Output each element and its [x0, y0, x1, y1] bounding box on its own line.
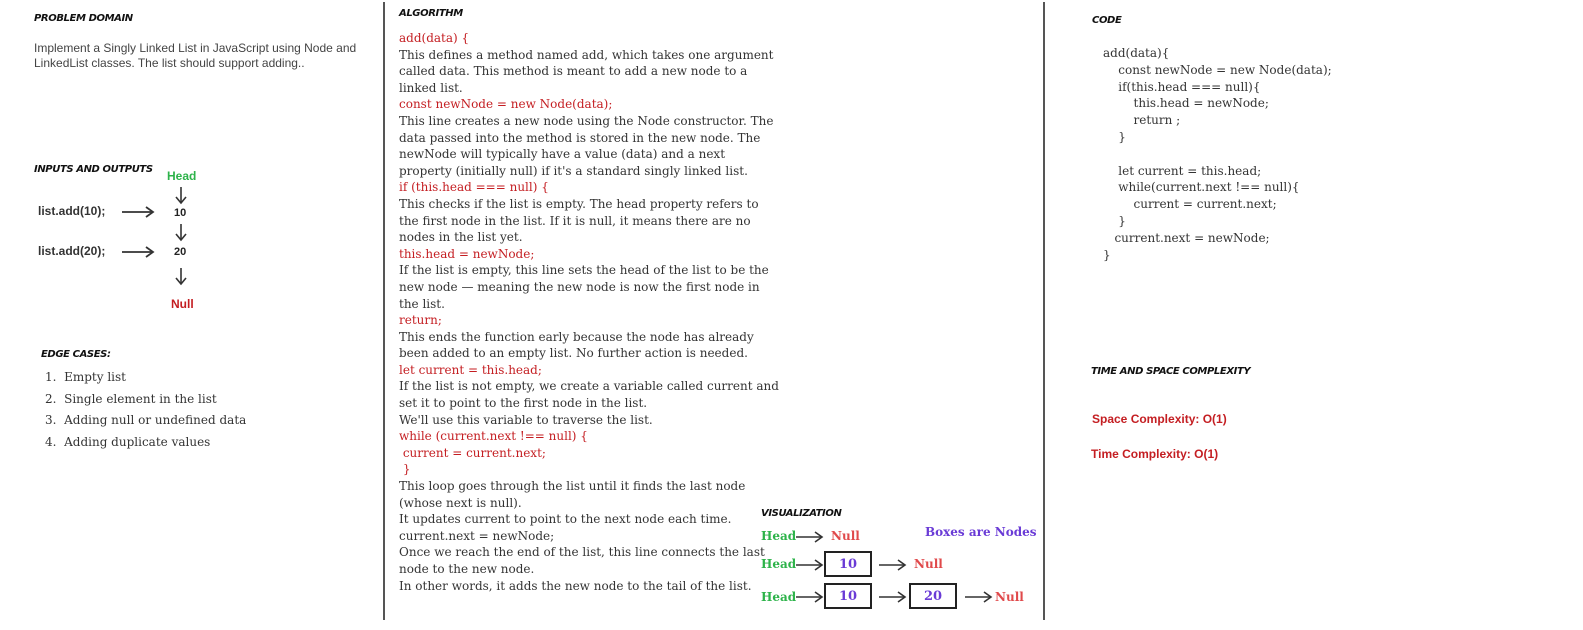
arrow-right-icon [796, 591, 824, 603]
algorithm-code-line: while (current.next !== null) { [399, 429, 588, 444]
arrow-right-icon [965, 591, 993, 603]
algorithm-explanation: This line creates a new node using the Node constructor. The data passed into the method is stored in the new node. The newNode will typically have a value (data) and a next property (initially null) if it's a standard singly linked list. [399, 113, 778, 178]
algorithm-code-line: } [399, 462, 411, 477]
complexity-heading: TIME AND SPACE COMPLEXITY [1091, 366, 1251, 377]
viz-null-label: Null [914, 557, 943, 571]
viz-node-box: 20 [909, 583, 957, 609]
arrow-right-icon [796, 559, 824, 571]
arrow-down-icon [174, 224, 188, 242]
arrow-down-icon [174, 187, 188, 205]
algorithm-code-line: if (this.head === null) { [399, 180, 549, 195]
code-heading: CODE [1092, 15, 1122, 26]
code-line: while(current.next !== null){ [1103, 180, 1300, 195]
io-call-1: list.add(10); [38, 204, 106, 218]
viz-head-label: Head [761, 529, 797, 543]
inputs-outputs-heading: INPUTS AND OUTPUTS [34, 164, 153, 175]
algorithm-explanation: This defines a method named add, which takes one argument called data. This method is meant to add a new node to a linked list. [399, 47, 778, 95]
column-divider-left [383, 2, 385, 620]
code-line: } [1103, 129, 1126, 144]
algorithm-heading: ALGORITHM [399, 8, 463, 19]
viz-node-box: 10 [824, 583, 872, 609]
problem-domain-text: Implement a Singly Linked List in JavaScript using Node and LinkedList classes. The list should support adding.. [34, 41, 357, 70]
code-line: return ; [1103, 113, 1181, 128]
io-null-label: Null [171, 297, 194, 311]
algorithm-explanation: This checks if the list is empty. The head property refers to the first node in the list. If it is null, it means there are no nodes in the list yet. [399, 196, 763, 245]
code-line: const newNode = new Node(data); [1103, 62, 1332, 77]
arrow-right-icon [122, 246, 156, 258]
algorithm-code-line: add(data) { [399, 31, 470, 45]
arrow-right-icon [879, 559, 907, 571]
code-line: current = current.next; [1103, 197, 1277, 212]
io-head-label: Head [167, 169, 197, 183]
viz-null-label: Null [995, 590, 1024, 604]
code-line: this.head = newNode; [1103, 96, 1269, 111]
arrow-down-icon [174, 268, 188, 286]
algorithm-explanation: If the list is not empty, we create a variable called current and set it to point to the first node in the list. [399, 379, 783, 411]
viz-head-label: Head [761, 557, 797, 571]
time-complexity: Time Complexity: O(1) [1091, 447, 1219, 461]
algorithm-explanation: This ends the function early because the node has already been added to an empty list. No further action is needed. [399, 329, 758, 361]
algorithm-explanation: In other words, it adds the new node to the tail of the list. [399, 578, 752, 593]
edge-cases-list [45, 367, 246, 453]
viz-node-box: 10 [824, 551, 872, 577]
algorithm-explanation: We'll use this variable to traverse the list. [399, 412, 653, 427]
viz-head-label: Head [761, 590, 797, 604]
arrow-right-icon [122, 206, 156, 218]
io-node-value-2: 20 [174, 246, 187, 258]
algorithm-explanation: It updates current to point to the next node each time. [399, 512, 732, 527]
code-line: let current = this.head; [1103, 163, 1262, 178]
algorithm-explanation: If the list is empty, this line sets the head of the list to be the new node — meaning the new node is now the first node in the list. [399, 263, 773, 311]
code-block [1103, 45, 1332, 263]
algorithm-explanation: current.next = newNode; [399, 528, 555, 543]
algorithm-code-line: return; [399, 313, 442, 328]
visualization-legend: Boxes are Nodes [925, 525, 1037, 539]
io-node-value-1: 10 [174, 207, 187, 219]
code-line: } [1103, 247, 1111, 262]
algorithm-explanation: Once we reach the end of the list, this line connects the last node to the new node. [399, 545, 769, 576]
arrow-right-icon [879, 591, 907, 603]
problem-domain-heading: PROBLEM DOMAIN [34, 13, 133, 24]
code-line: current.next = newNode; [1103, 230, 1270, 245]
visualization-heading: VISUALIZATION [761, 508, 842, 519]
code-line: if(this.head === null){ [1103, 79, 1261, 94]
column-divider-right [1043, 2, 1045, 620]
edge-cases-heading: EDGE CASES: [41, 349, 111, 360]
list-item: 1. Empty list [45, 370, 126, 384]
list-item: 4. Adding duplicate values [45, 434, 211, 449]
space-complexity: Space Complexity: O(1) [1092, 412, 1227, 426]
list-item: 3. Adding null or undefined data [45, 413, 247, 427]
list-item: 2. Single element in the list [45, 391, 217, 406]
algorithm-explanation: This loop goes through the list until it finds the last node (whose next is null). [399, 479, 750, 510]
code-line: add(data){ [1103, 46, 1170, 60]
code-line: } [1103, 213, 1126, 228]
algorithm-code-line: let current = this.head; [399, 362, 542, 377]
algorithm-text [399, 30, 783, 594]
io-call-2: list.add(20); [38, 244, 106, 258]
viz-null-label: Null [831, 529, 860, 543]
algorithm-code-line: current = current.next; [399, 445, 546, 460]
arrow-right-icon [796, 531, 824, 543]
algorithm-code-line: this.head = newNode; [399, 246, 535, 261]
code-line [1103, 146, 1332, 163]
algorithm-code-line: const newNode = new Node(data); [399, 97, 613, 112]
